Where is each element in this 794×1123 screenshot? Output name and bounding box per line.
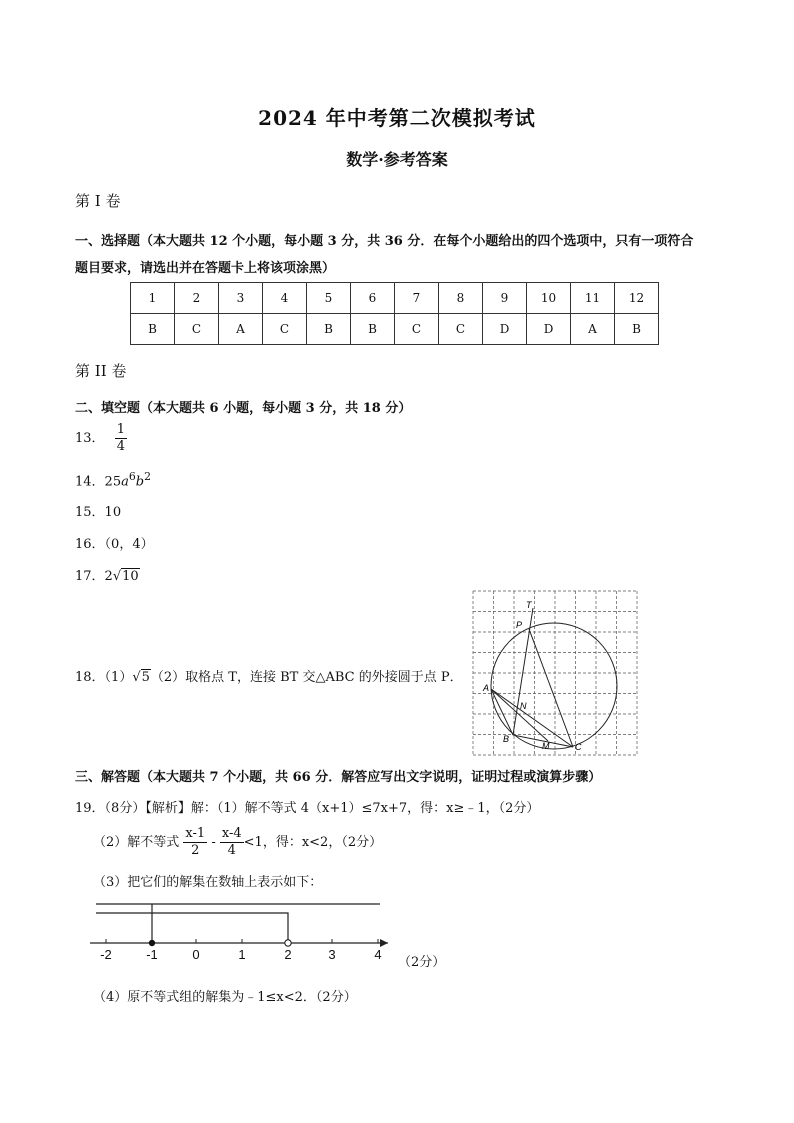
page-title: 2024 年中考第二次模拟考试 — [258, 106, 536, 130]
q19-fraction-2-den: 4 — [227, 843, 236, 858]
q15-answer: 10 — [104, 505, 122, 520]
question-number-cell: 9 — [483, 283, 527, 314]
q14 — [75, 470, 151, 489]
answer-cell: C — [175, 314, 219, 345]
q19-fraction-2-num: x-4 — [221, 826, 242, 841]
section-1-line1: 一、选择题（本大题共 12 个小题，每小题 3 分，共 36 分．在每个小题给出的四个选项中，只有一项符合 — [75, 234, 694, 249]
q18-label: 18． — [75, 670, 105, 685]
q19-fraction-1-num: x-1 — [185, 826, 206, 841]
q18-part2: （2）取格点 T，连接 BT 交△ABC 的外接圆于点 P． — [150, 670, 463, 685]
question-number-cell: 7 — [395, 283, 439, 314]
tick-label-4: 4 — [374, 947, 382, 962]
q19-line2-suffix: <1，得：x<2，（2分） — [243, 835, 383, 850]
q16-answer: （0，4） — [104, 537, 154, 552]
answer-cell: A — [571, 314, 615, 345]
q13-denominator: 4 — [116, 439, 125, 454]
label-C: C — [575, 742, 582, 752]
grid-lines — [473, 591, 637, 755]
section-2-heading: 二、填空题（本大题共 6 小题，每小题 3 分，共 18 分） — [75, 401, 412, 416]
question-number-cell: 3 — [219, 283, 263, 314]
q18-radicand: 5 — [141, 670, 150, 685]
q17-radicand: 10 — [122, 569, 139, 584]
question-number-cell: 10 — [527, 283, 571, 314]
q13 — [75, 422, 127, 455]
question-number-cell: 8 — [439, 283, 483, 314]
answer-cell: B — [131, 314, 175, 345]
open-point-2 — [285, 940, 291, 946]
q17-sqrt: √10 — [112, 569, 139, 584]
q16-label: 16． — [75, 537, 105, 552]
closed-point-minus-1 — [149, 940, 155, 946]
q19-fraction-1-den: 2 — [191, 843, 200, 858]
answer-cell: D — [483, 314, 527, 345]
q19-fraction-1 — [183, 826, 207, 859]
tick-label-3: 3 — [328, 947, 336, 962]
label-P: P — [516, 620, 523, 630]
q19-line3: （3）把它们的解集在数轴上表示如下： — [93, 875, 323, 890]
q19-fraction-2 — [220, 826, 244, 859]
section-1-line2: 题目要求，请选出并在答题卡上将该项涂黑） — [75, 261, 336, 276]
answer-cell: A — [219, 314, 263, 345]
volume-1-heading: 第 I 卷 — [75, 192, 121, 210]
label-M: M — [542, 741, 550, 751]
answer-cell: C — [263, 314, 307, 345]
answer-cell: C — [439, 314, 483, 345]
label-T: T — [526, 600, 532, 610]
axis-score: （2分） — [398, 955, 446, 970]
q14-coefficient: 25 — [104, 474, 122, 490]
page-subtitle: 数学·参考答案 — [346, 150, 448, 169]
answer-cell: B — [615, 314, 659, 345]
solution-lower-line — [96, 913, 288, 943]
q14-base-a: a — [121, 474, 129, 490]
q18 — [75, 666, 463, 685]
answer-cell: C — [395, 314, 439, 345]
q19-minus: - — [207, 835, 220, 850]
label-A: A — [483, 683, 490, 693]
q18-sqrt: √5 — [132, 670, 150, 685]
volume-2-heading: 第 II 卷 — [75, 362, 127, 380]
answer-table — [130, 282, 659, 345]
tick-label-2: 2 — [284, 947, 292, 962]
answer-cell: B — [351, 314, 395, 345]
axis-arrow — [380, 939, 388, 947]
answer-cell: D — [527, 314, 571, 345]
q14-base-b: b — [135, 474, 145, 490]
q19-line1: 19．（8分）【解析】解：（1）解不等式 4（x+1）≤7x+7，得：x≥﹣1，（2分） — [75, 801, 540, 816]
label-B: B — [503, 734, 510, 744]
q17-coefficient: 2 — [104, 569, 113, 584]
answer-table-number-row — [131, 283, 659, 314]
q14-label: 14． — [75, 474, 105, 490]
q17-label: 17． — [75, 569, 105, 584]
q15 — [75, 501, 121, 520]
q17 — [75, 565, 140, 584]
answer-table-answer-row — [131, 314, 659, 345]
label-N: N — [520, 701, 527, 711]
figure-lines — [491, 608, 573, 747]
q19-line4: （4）原不等式组的解集为﹣1≤x<2．（2分） — [93, 990, 357, 1005]
q19-line2 — [93, 826, 382, 859]
number-line — [88, 898, 408, 970]
section-3-heading: 三、解答题（本大题共 7 个小题，共 66 分．解答应写出文字说明，证明过程或演算步骤） — [75, 770, 602, 785]
answer-cell: B — [307, 314, 351, 345]
q16 — [75, 533, 154, 552]
q15-label: 15． — [75, 505, 105, 520]
question-number-cell: 6 — [351, 283, 395, 314]
question-number-cell: 4 — [263, 283, 307, 314]
q13-numerator: 1 — [116, 422, 125, 437]
question-number-cell: 1 — [131, 283, 175, 314]
q14-exp-b: 2 — [144, 470, 151, 483]
tick-label-minus-1: -1 — [146, 947, 158, 962]
q18-part1-prefix: （1） — [104, 670, 133, 685]
tick-label-0: 0 — [192, 947, 200, 962]
tick-label-1: 1 — [238, 947, 246, 962]
q14-exp-a: 6 — [128, 470, 136, 483]
question-number-cell: 11 — [571, 283, 615, 314]
tick-label-minus-2: -2 — [100, 947, 112, 962]
question-number-cell: 2 — [175, 283, 219, 314]
question-number-cell: 12 — [615, 283, 659, 314]
q13-label: 13． — [75, 431, 105, 446]
question-number-cell: 5 — [307, 283, 351, 314]
q19-line2-prefix: （2）解不等式 — [93, 835, 180, 850]
q18-grid-figure — [472, 590, 638, 756]
q13-fraction — [115, 422, 127, 455]
circumcircle — [491, 623, 617, 749]
